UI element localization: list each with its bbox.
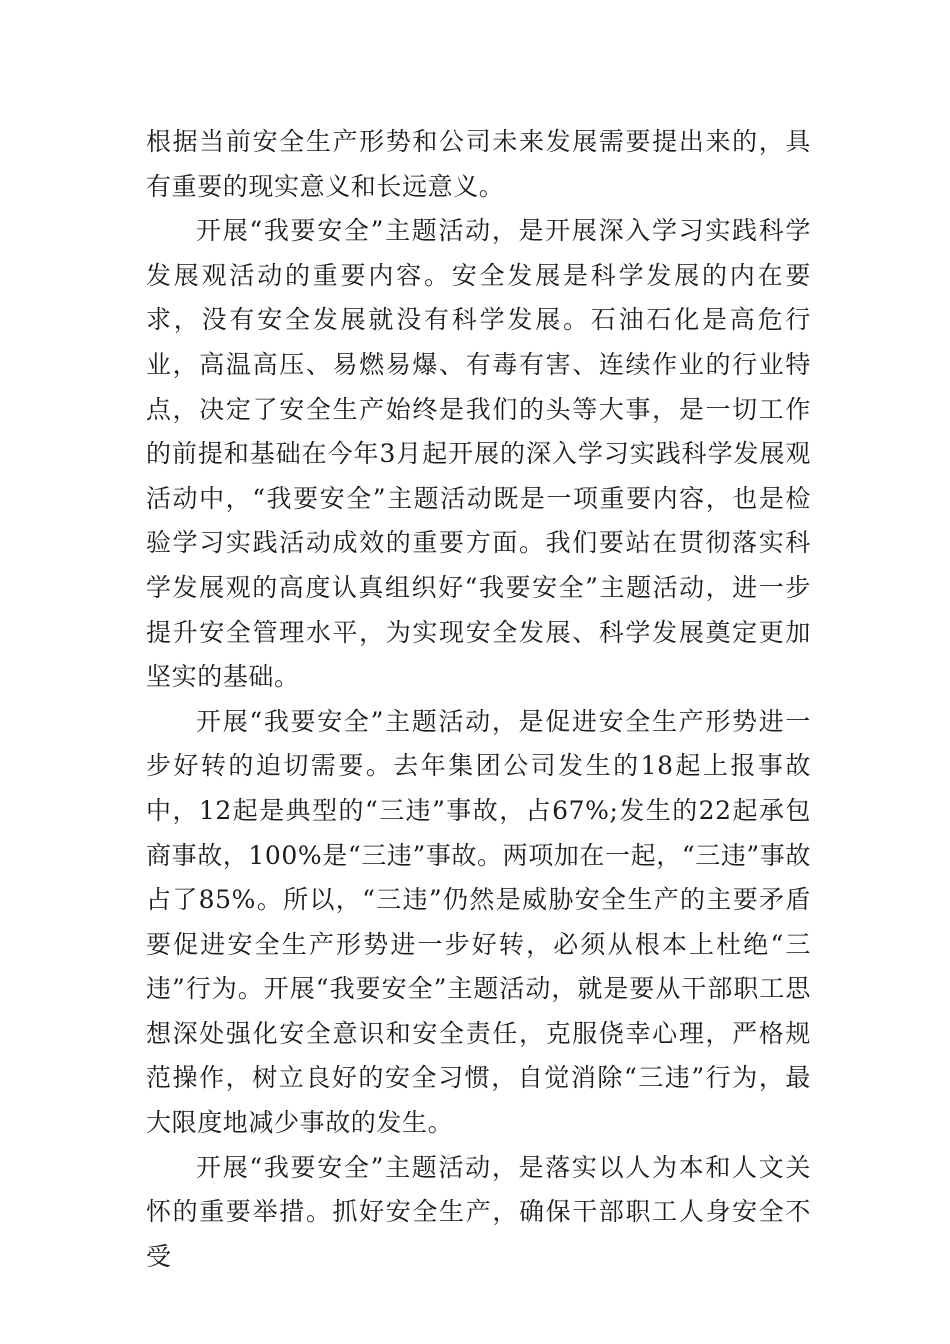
document-body [146,120,811,1279]
paragraph-study-practice: 开展“我要安全”主题活动，是开展深入学习实践科学发展观活动的重要内容。安全发展是科学发展的内在要求，没有安全发展就没有科学发展。石油石化是高危行业，高温高压、易燃易爆、有毒有害、连续作业的行业特点，决定了安全生产始终是我们的头等大事，是一切工作的前提和基础在今年3月起开展的深入学习实践科学发展观活动中，“我要安全”主题活动既是一项重要内容，也是检验学习实践活动成效的重要方面。我们要站在贯彻落实科学发展观的高度认真组织好“我要安全”主题活动，进一步提升安全管理水平，为实现安全发展、科学发展奠定更加坚实的基础。 [146,216,811,692]
paragraph-continuation: 根据当前安全生产形势和公司未来发展需要提出来的，具有重要的现实意义和长远意义。 [146,127,811,201]
paragraph-people-oriented: 开展“我要安全”主题活动，是落实以人为本和人文关怀的重要举措。抓好安全生产，确保干部职工人身安全不受 [146,1152,811,1271]
paragraph-three-violations: 开展“我要安全”主题活动，是促进安全生产形势进一步好转的迫切需要。去年集团公司发生的18起上报事故中，12起是典型的“三违”事故，占67%;发生的22起承包商事故，100%是“三违”事故。两项加在一起，“三违”事故占了85%。所以，“三违”仍然是威胁安全生产的主要矛盾要促进安全生产形势进一步好转，必须从根本上杜绝“三违”行为。开展“我要安全”主题活动，就是要从干部职工思想深处强化安全意识和安全责任，克服侥幸心理，严格规范操作，树立良好的安全习惯，自觉消除“三违”行为，最大限度地减少事故的发生。 [146,706,811,1138]
